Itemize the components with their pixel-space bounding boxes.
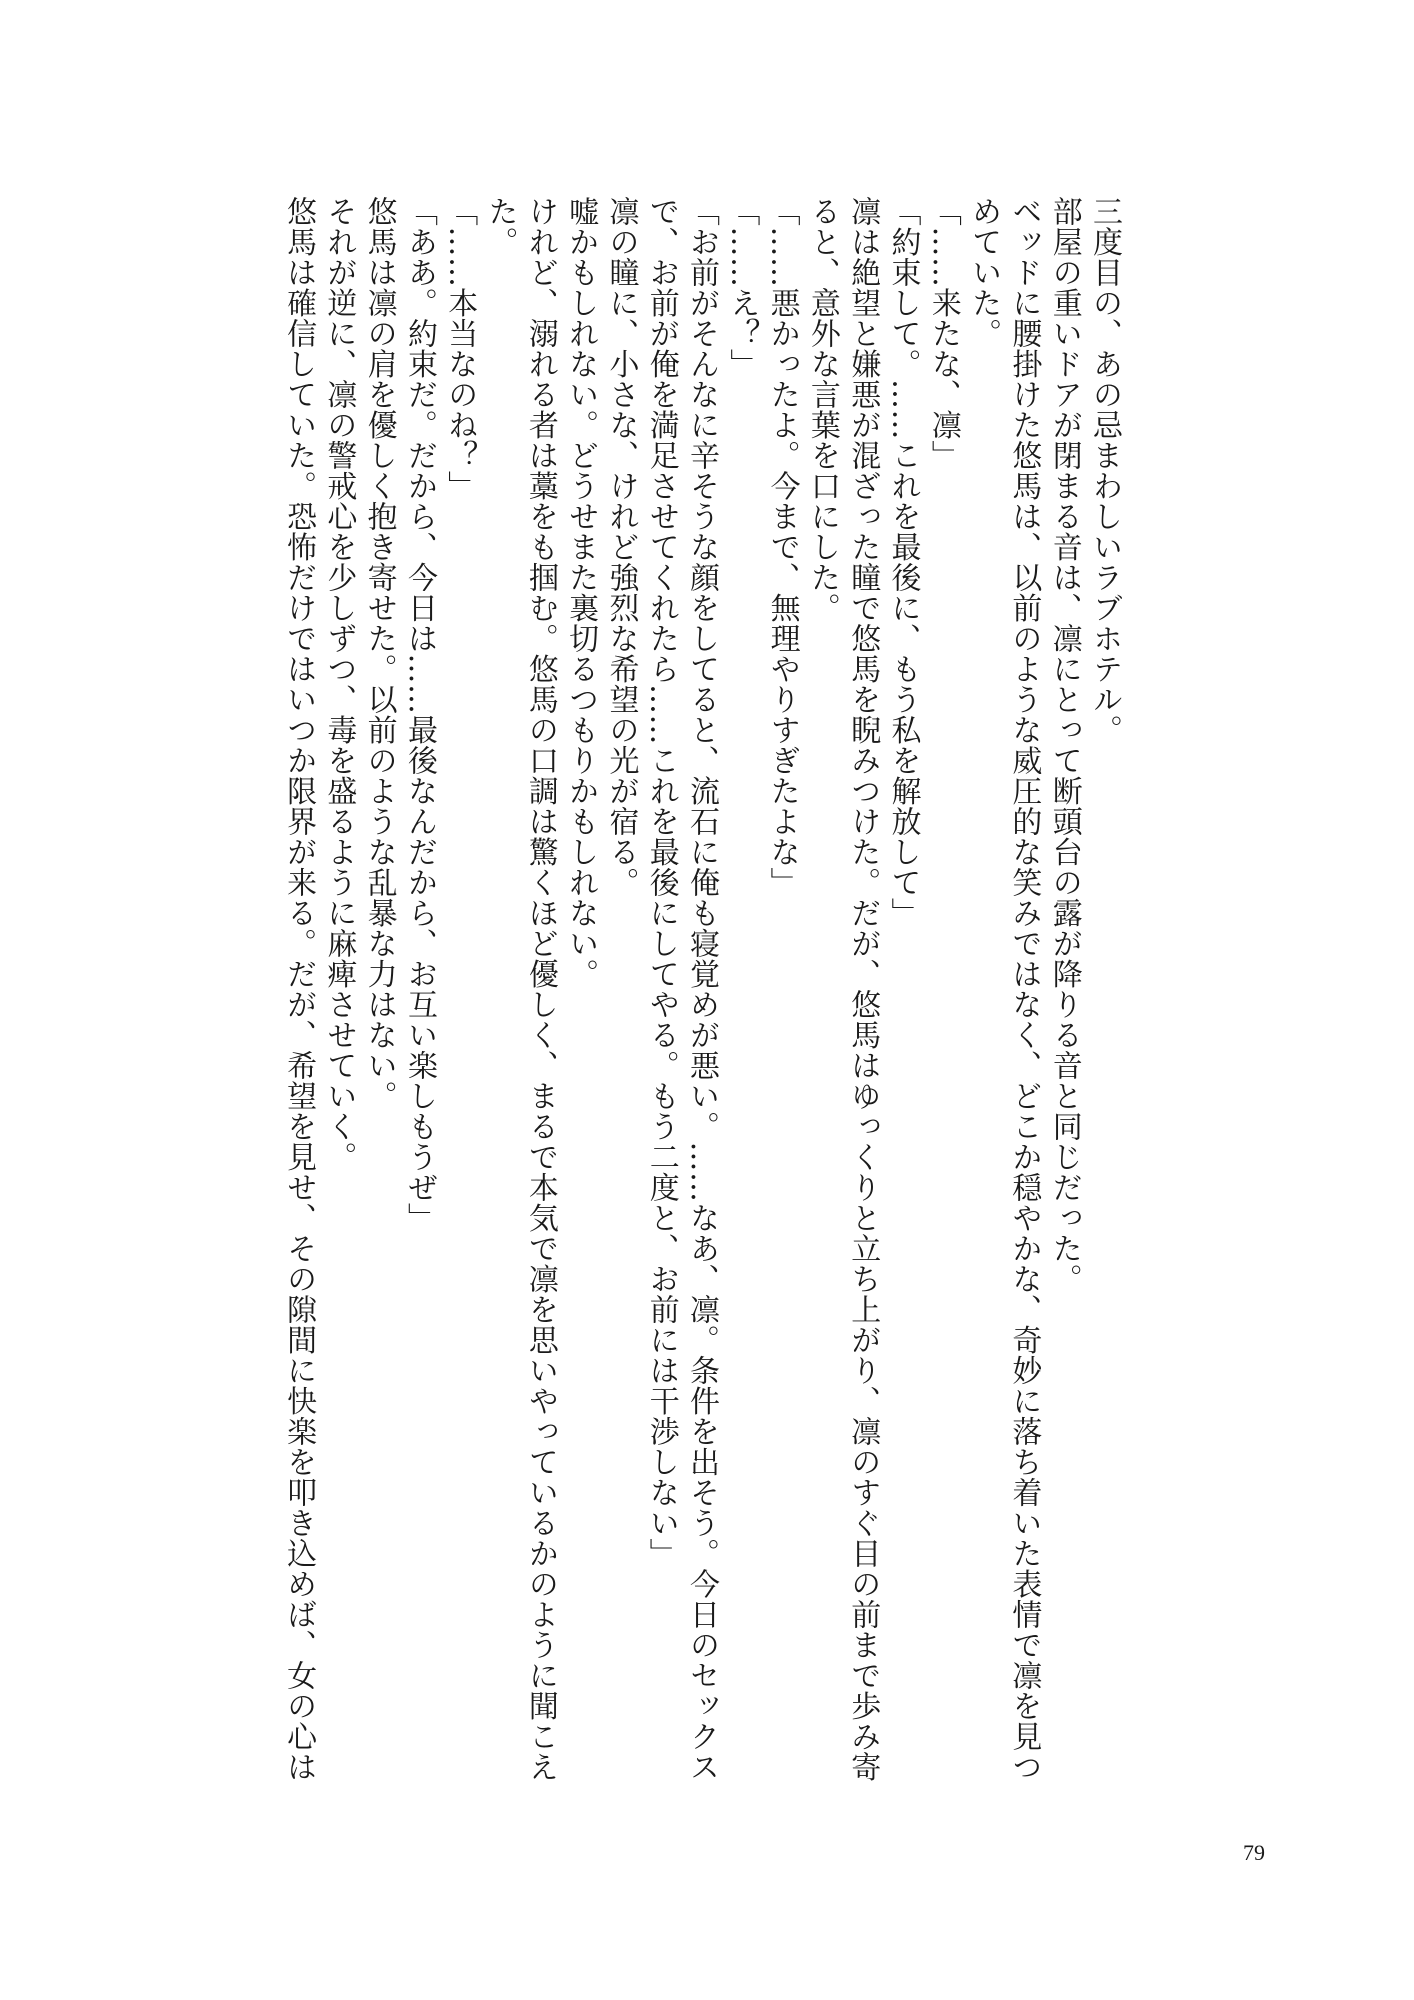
text-line: 凛の瞳に、小さな、けれど強烈な希望の光が宿る。 xyxy=(603,196,639,898)
text-line: 「……来たな、凛」 xyxy=(925,196,961,471)
text-line: 「……悪かったよ。今まで、無理やりすぎたよな」 xyxy=(764,196,800,898)
text-line: 「……え？」 xyxy=(724,196,760,379)
text-line: 三度目の、あの忌まわしいラブホテル。 xyxy=(1087,196,1122,745)
text-line: けれど、溺れる者は藁をも掴む。悠馬の口調は驚くほど優しく、まるで本気で凛を思いやっているかのように聞こえ xyxy=(522,196,558,1782)
text-line: 悠馬は確信していた。恐怖だけではいつか限界が来る。だが、希望を見せ、その隙間に快楽を叩き込めば、女の心は xyxy=(281,196,317,1782)
text-line: 「ああ。約束だ。だから、今日は……最後なんだから、お互い楽しもうぜ」 xyxy=(401,196,437,1233)
text-line: めていた。 xyxy=(966,196,1002,349)
text-line: 悠馬は凛の肩を優しく抱き寄せた。以前のような乱暴な力はない。 xyxy=(361,196,397,1111)
text-line: それが逆に、凛の警戒心を少しずつ、毒を盛るように麻痺させていく。 xyxy=(321,196,357,1172)
text-line: で、お前が俺を満足させてくれたら……これを最後にしてやる。もう二度と、お前には干渉しない」 xyxy=(643,196,679,1569)
text-line: 部屋の重いドアが閉まる音は、凛にとって断頭台の露が降りる音と同じだった。 xyxy=(1046,196,1082,1294)
text-line: 嘘かもしれない。どうせまた裏切るつもりかもしれない。 xyxy=(563,196,599,989)
text-line: た。 xyxy=(482,196,518,257)
text-line: ベッドに腰掛けた悠馬は、以前のような威圧的な笑みではなく、どこか穏やかな、奇妙に落ち着いた表情で凛を見つ xyxy=(1006,196,1042,1782)
text-line: 「お前がそんなに辛そうな顔をしてると、流石に俺も寝覚めが悪い。……なあ、凛。条件を出そう。今日のセックス xyxy=(684,196,720,1782)
page-number: 79 xyxy=(1243,1840,1265,1865)
body-text xyxy=(278,196,1124,1846)
text-line: 「約束して。……これを最後に、もう私を解放して」 xyxy=(885,196,921,928)
text-line: 凛は絶望と嫌悪が混ざった瞳で悠馬を睨みつけた。だが、悠馬はゆっくりと立ち上がり、凛のすぐ目の前まで歩み寄 xyxy=(845,196,881,1782)
text-line: 「……本当なのね？」 xyxy=(442,196,478,501)
text-line: ると、意外な言葉を口にした。 xyxy=(804,196,840,623)
